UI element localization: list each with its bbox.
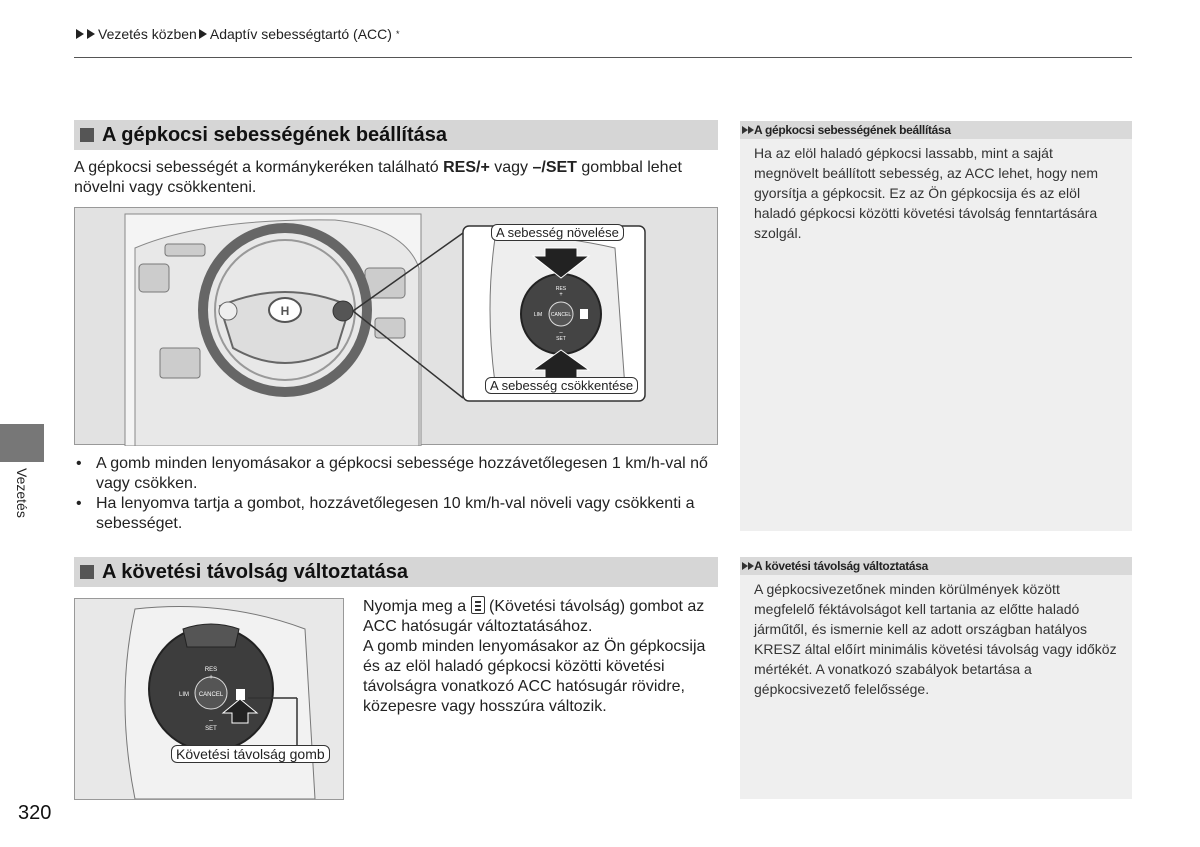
text: (Követési távolság) gombot az ACC hatósugár változtatásához.: [363, 598, 705, 635]
switch-image: [75, 599, 344, 800]
minus-text: –: [209, 717, 213, 724]
steering-wheel-illustration: [74, 207, 718, 445]
square-icon: [80, 128, 94, 142]
callout-speed-up: A sebesség növelése: [491, 224, 624, 241]
list-item: • Ha lenyomva tartja a gombot, hozzávetőlegesen 10 km/h-val növeli vagy csökkenti a sebességet.: [76, 494, 716, 534]
page-number: 320: [18, 802, 52, 824]
text: gombbal lehet növelni vagy csökkenteni.: [74, 159, 682, 196]
res-text: RES: [555, 286, 567, 292]
list-item: • A gomb minden lenyomásakor a gépkocsi sebessége hozzávetőlegesen 1 km/h-val nő vagy csökken.: [76, 454, 716, 494]
square-icon: [80, 565, 94, 579]
note-heading: [740, 121, 1132, 139]
note-title: A gépkocsi sebességének beállítása: [754, 123, 951, 137]
distance-icon: [580, 309, 588, 319]
note-heading: [740, 557, 1132, 575]
text: A gépkocsi sebességét a kormánykeréken található: [74, 159, 444, 176]
chapter-label: Vezetés: [14, 468, 30, 518]
callout-speed-down: A sebesség csökkentése: [485, 377, 638, 394]
lim-text: LIM: [533, 312, 543, 318]
bullet-list: [76, 454, 716, 534]
set-text: SET: [205, 726, 217, 732]
steering-wheel-image: [75, 208, 719, 446]
note-text: A gépkocsivezetőnek minden körülmények között megfelelő féktávolságot kell tartania az előtte haladó járműtől, és ismernie kell az adott országban hatályos KRESZ által előírt minimális követési távolság vagy időköz mértékét. A vonatkozó szabályok betartása a gépkocsivezető felelőssége.: [754, 581, 1117, 697]
cancel-text: CANCEL: [550, 312, 572, 318]
section-heading: [74, 557, 718, 587]
text: vagy: [489, 159, 533, 176]
svg-text:H: H: [280, 304, 290, 318]
minus-set-label: –/SET: [532, 159, 577, 176]
distance-button-icon: [471, 596, 485, 614]
cancel-text: CANCEL: [198, 692, 224, 698]
plus-text: +: [559, 292, 563, 298]
note-title: A követési távolság változtatása: [754, 559, 929, 573]
minus-text: –: [559, 330, 563, 336]
section-heading: [74, 120, 718, 150]
arrow-icon: [199, 29, 207, 39]
plus-text: +: [208, 674, 214, 681]
callout-distance-button: Követési távolság gomb: [171, 745, 330, 763]
divider: [74, 57, 1132, 58]
paragraph: A gomb minden lenyomásakor az Ön gépkocsija és az elöl haladó gépkocsi közötti követési távolságra vonatkozó ACC hatósugár rövidre, közepesre vagy hosszúra változik.: [363, 638, 706, 715]
lim-text: LIM: [178, 692, 190, 698]
intro-paragraph: [74, 158, 714, 198]
set-text: SET: [556, 336, 566, 342]
sidebar-note: [740, 121, 1132, 531]
distance-button-illustration: [74, 598, 344, 800]
note-text: Ha az elöl haladó gépkocsi lassabb, mint a saját megnövelt beállított sebesség, az ACC lehet, hogy nem gyorsítja a gépkocsit. Ez az Ön gépkocsija és az elöl haladó gépkocsi közötti követési távolság fenntartására szolgál.: [754, 145, 1098, 241]
breadcrumb: [76, 26, 399, 42]
distance-icon: [236, 689, 245, 700]
sidebar-note: [740, 557, 1132, 799]
breadcrumb-item[interactable]: Adaptív sebességtartó (ACC): [209, 26, 392, 42]
section-title: A követési távolság változtatása: [102, 560, 409, 583]
chapter-tab: [0, 424, 44, 462]
arrow-icon: [87, 29, 95, 39]
breadcrumb-item[interactable]: Vezetés közben: [98, 26, 197, 42]
paragraph: [363, 596, 718, 637]
text: Nyomja meg a: [363, 598, 471, 615]
asterisk-marker: *: [395, 29, 400, 39]
res-text: RES: [204, 667, 218, 673]
bullet-text: Ha lenyomva tartja a gombot, hozzávetőlegesen 10 km/h-val növeli vagy csökkenti a sebességet.: [96, 495, 695, 532]
res-plus-label: RES/+: [443, 159, 490, 176]
bullet-text: A gomb minden lenyomásakor a gépkocsi sebessége hozzávetőlegesen 1 km/h-val nő vagy csökken.: [96, 455, 708, 492]
section-title: A gépkocsi sebességének beállítása: [102, 123, 447, 146]
distance-paragraph: [363, 596, 718, 717]
arrow-icon: [76, 29, 84, 39]
